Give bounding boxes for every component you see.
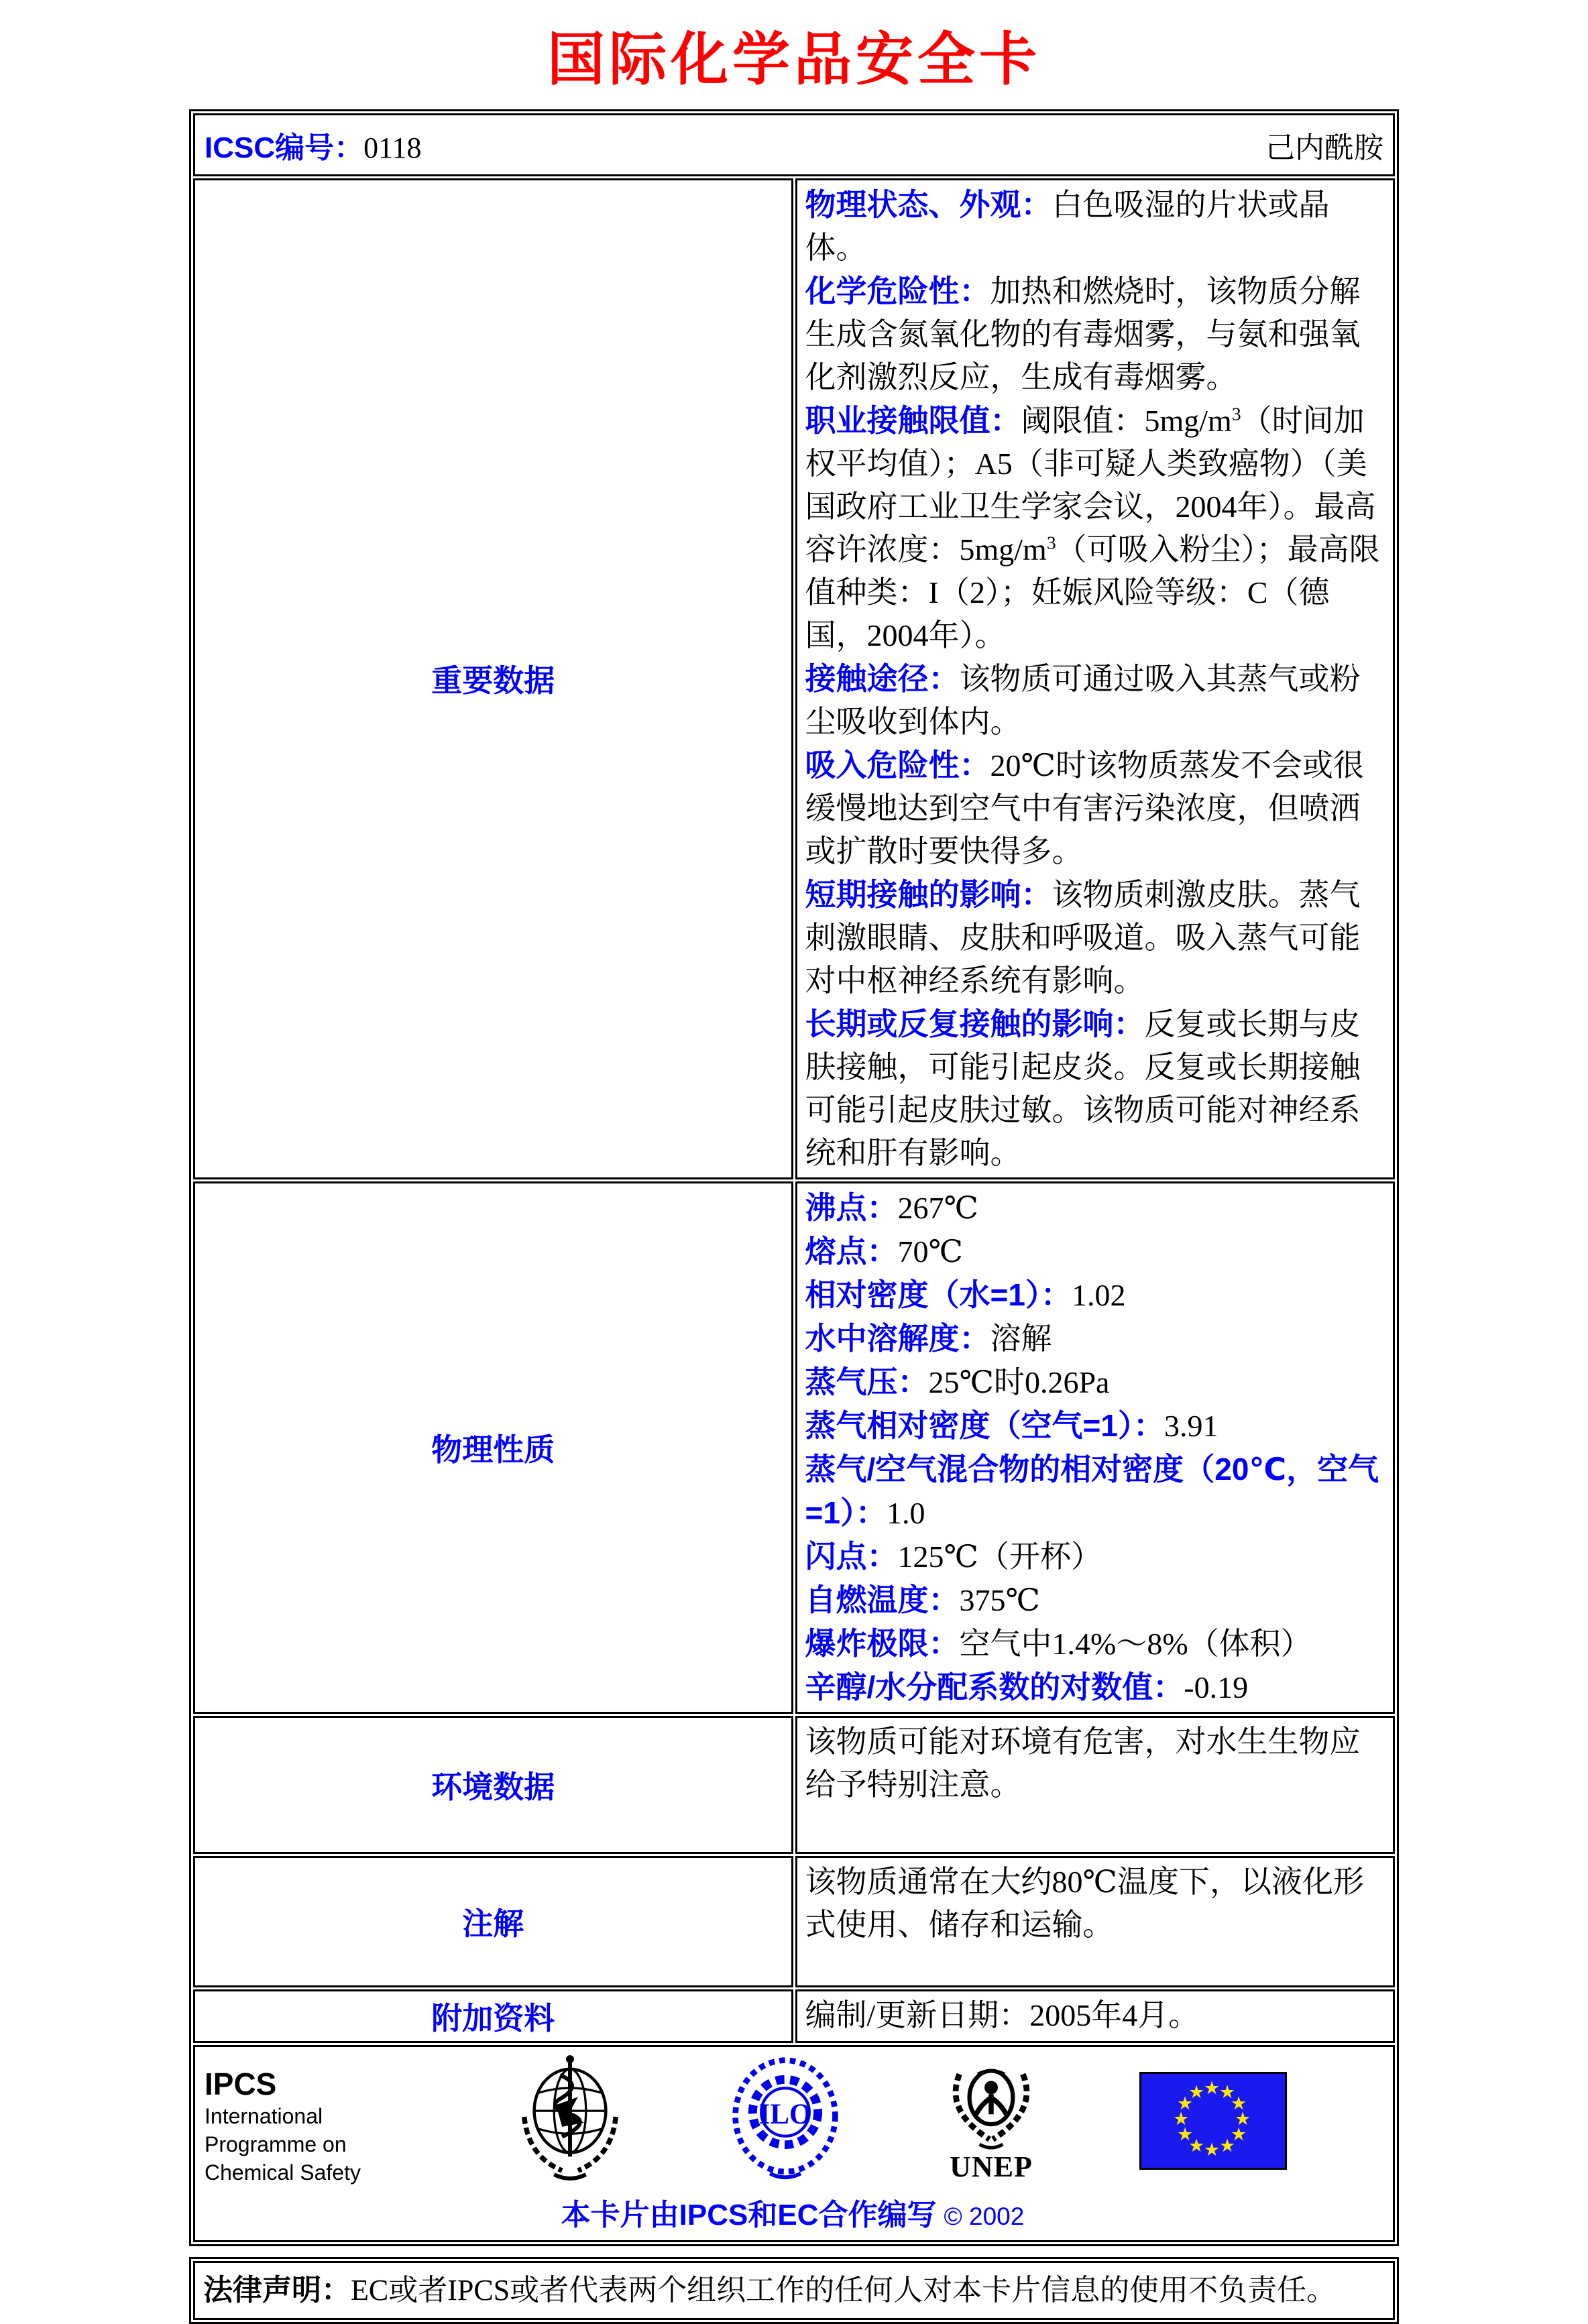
ipcs-acronym: IPCS: [205, 2066, 277, 2101]
field-text: 该物质刺激皮肤。蒸气刺激眼睛、皮肤和呼吸道。吸入蒸气可能对中枢神经系统有影响。: [805, 877, 1361, 998]
prop-label: 蒸气/空气混合物的相对密度（20℃，空气=1）：: [805, 1451, 1379, 1530]
field-chemical-danger: [805, 270, 1385, 399]
field-exposure-routes: [805, 657, 1385, 744]
prop-melting-point: [805, 1230, 1385, 1273]
prop-explosive-limits: [805, 1622, 1385, 1666]
prop-label: 蒸气相对密度（空气=1）：: [805, 1407, 1164, 1443]
legal-label: 法律声明：: [203, 2273, 351, 2307]
copyright-text: © 2002: [944, 2202, 1025, 2230]
prop-value: 70℃: [897, 1234, 963, 1269]
notes-row: [193, 1856, 1395, 1987]
unep-label: UNEP: [950, 2150, 1033, 2184]
prop-value: 267℃: [897, 1190, 978, 1225]
physical-properties-row: [193, 1181, 1395, 1714]
field-label: 短期接触的影响：: [805, 876, 1052, 912]
environment-data-row: [193, 1716, 1395, 1854]
prop-vapor-density: [805, 1404, 1385, 1448]
physical-properties-content: [795, 1181, 1396, 1714]
prop-label: 水中溶解度：: [805, 1320, 990, 1356]
field-text: （可吸入粉尘）；最高限值种类：I（2）；妊娠风险等级：C（德国，2004年）。: [805, 532, 1380, 652]
field-short-term-effects: [805, 873, 1385, 1002]
prop-vapor-pressure: [805, 1360, 1385, 1404]
ipcs-text-block: [205, 2055, 412, 2187]
notes-content: 该物质通常在大约80℃温度下，以液化形式使用、储存和运输。: [795, 1856, 1396, 1987]
header-row: [193, 113, 1395, 176]
prop-flash-point: [805, 1535, 1385, 1578]
prop-label: 熔点：: [805, 1233, 898, 1269]
logos-row: [193, 2045, 1395, 2242]
field-text: 该物质可通过吸入其蒸气或粉尘吸收到体内。: [805, 661, 1361, 739]
legal-table: [189, 2257, 1399, 2324]
important-data-content: [795, 178, 1396, 1179]
field-text: 反复或长期与皮肤接触，可能引起皮炎。反复或长期接触可能引起皮肤过敏。该物质可能对神经系统和肝有影响。: [805, 1006, 1361, 1170]
prop-label: 沸点：: [805, 1189, 898, 1225]
environment-data-content: 该物质可能对环境有危害，对水生生物应给予特别注意。: [795, 1716, 1396, 1854]
field-occupational-limits: [805, 399, 1385, 657]
section-label-important: 重要数据: [193, 178, 793, 1179]
superscript: 3: [1046, 532, 1056, 553]
field-text: 加热和燃烧时，该物质分解生成含氮氧化物的有毒烟雾，与氨和强氧化剂激烈反应，生成有毒烟雾。: [805, 274, 1361, 394]
unep-icon: [941, 2059, 1041, 2158]
field-label: 吸入危险性：: [805, 747, 990, 782]
field-text: 20℃时该物质蒸发不会或很缓慢地达到空气中有害污染浓度，但喷洒或扩散时要快得多。: [805, 748, 1364, 868]
icsc-table: [189, 109, 1399, 2246]
prop-label: 蒸气压：: [805, 1364, 929, 1399]
logos-strip: [205, 2055, 1381, 2187]
svg-text:ILO: ILO: [758, 2099, 812, 2131]
prop-boiling-point: [805, 1186, 1385, 1230]
icsc-card: [189, 0, 1399, 2324]
additional-info-content: 编制/更新日期：2005年4月。: [795, 1989, 1396, 2043]
legal-text: EC或者IPCS或者代表两个组织工作的任何人对本卡片信息的使用不负责任。: [351, 2273, 1337, 2307]
icsc-number-value: 0118: [363, 131, 422, 164]
page-title: 国际化学品安全卡: [547, 27, 1041, 92]
section-label-environment: 环境数据: [193, 1716, 793, 1854]
prop-label: 辛醇/水分配系数的对数值：: [805, 1669, 1184, 1704]
section-label-notes: 注解: [193, 1856, 793, 1987]
who-icon: [510, 2053, 630, 2188]
prop-label: 自燃温度：: [805, 1582, 960, 1617]
prop-value: 1.02: [1071, 1277, 1126, 1312]
field-long-term-effects: [805, 1002, 1385, 1175]
ipcs-line: Chemical Safety: [205, 2160, 361, 2185]
important-data-row: [193, 178, 1395, 1179]
prop-value: -0.19: [1184, 1670, 1249, 1704]
caption-text: 本卡片由IPCS和EC合作编写: [561, 2198, 937, 2231]
prop-water-solubility: [805, 1317, 1385, 1360]
icsc-number: [205, 123, 422, 166]
prop-value: 空气中1.4%～8%（体积）: [959, 1626, 1312, 1661]
section-label-additional: 附加资料: [193, 1989, 793, 2043]
ilo-icon: [728, 2056, 843, 2185]
unep-logo-block: [941, 2059, 1041, 2182]
field-label: 长期或反复接触的影响：: [805, 1006, 1145, 1041]
legal-row: [193, 2261, 1395, 2320]
prop-label: 相对密度（水=1）：: [805, 1277, 1072, 1312]
prop-value: 3.91: [1164, 1408, 1218, 1443]
field-label: 化学危险性：: [805, 273, 990, 308]
icsc-number-label: ICSC编号：: [205, 131, 364, 164]
additional-info-row: [193, 1989, 1395, 2043]
prop-label: 爆炸极限：: [805, 1625, 960, 1661]
field-label: 职业接触限值：: [805, 402, 1021, 438]
prop-value: 溶解: [990, 1321, 1052, 1356]
field-physical-state: [805, 183, 1385, 270]
field-label: 物理状态、外观：: [805, 186, 1052, 222]
field-text: 阈限值：5mg/m: [1021, 403, 1232, 438]
prop-autoignition-temp: [805, 1578, 1385, 1622]
field-text: 白色吸湿的片状或晶体。: [805, 187, 1330, 265]
field-label: 接触途径：: [805, 660, 960, 696]
ipcs-line: Programme on: [205, 2132, 347, 2156]
ipcs-line: International: [205, 2103, 323, 2128]
prop-value: 375℃: [959, 1582, 1040, 1617]
prop-vapor-air-density: [805, 1448, 1385, 1535]
prop-relative-density: [805, 1273, 1385, 1317]
prop-label: 闪点：: [805, 1538, 898, 1574]
chemical-name: 己内酰胺: [1265, 131, 1383, 164]
field-inhalation-risk: [805, 744, 1385, 873]
footer-caption: [205, 2191, 1381, 2233]
prop-octanol-water: [805, 1666, 1385, 1709]
section-label-physical: 物理性质: [193, 1181, 793, 1714]
eu-flag-icon: ★ ★ ★ ★ ★ ★ ★ ★ ★ ★ ★ ★: [1139, 2072, 1287, 2170]
prop-value: 125℃（开杯）: [897, 1539, 1102, 1574]
field-text: （时间加权平均值）；A5（非可疑人类致癌物）（美国政府工业卫生学家会议，2004年）。最高容许浓度：5mg/m: [805, 403, 1376, 567]
prop-value: 25℃时0.26Pa: [928, 1364, 1110, 1399]
superscript: 3: [1231, 403, 1241, 424]
prop-value: 1.0: [886, 1495, 925, 1530]
